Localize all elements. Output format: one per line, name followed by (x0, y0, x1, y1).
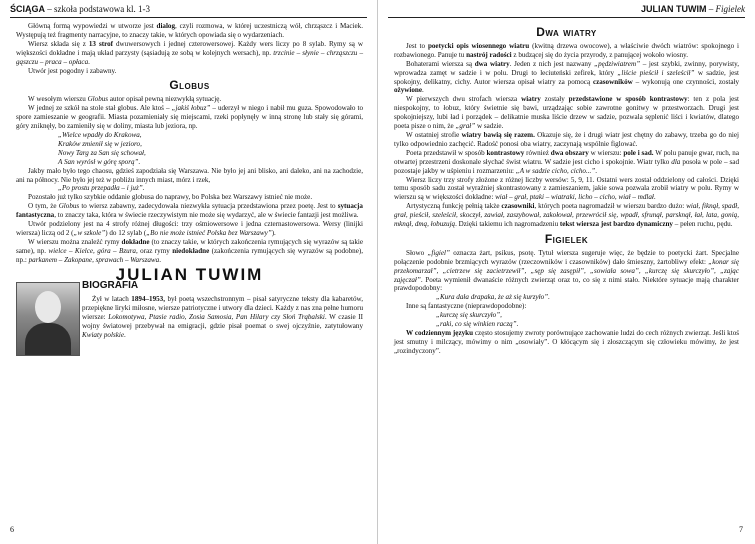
left-header-rule (10, 17, 367, 18)
section-title-globus: Globus (169, 78, 210, 93)
paragraph: Jest to poetycki opis wiosennego wiatru (kwitną drzewa owocowe), a właściwie dwóch wiatrów: spokojnego i rozbawionego. Panuje tu nastrój radości z budzącej się do życia przyrody, z panującej wokoło wiosny. (394, 41, 739, 59)
left-running-header: ŚCIĄGA – szkoła podstawowa kl. 1-3 (10, 4, 150, 14)
paragraph: Utwór jest pogodny i zabawny. (28, 66, 117, 75)
poem-quote: „kurczę się skurczyło”, „raki, co się winkien raczą”. (436, 311, 519, 329)
paragraph: Bohaterami wiersza są dwa wiatry. Jeden z nich jest nazwany „pędziwiatrem” – jest szybki, zwinny, porywisty, wprowadza zamęt w sadzie i w polu. Drugi to leciuteński zefirek, który „liście pieścił i szeleścił” w sadzie, jest spokojny, delikatny, cichy. Autor wiersza opisał wiatry za pomocą czasowników – wykonują one czynności, zostały ożywione. (394, 59, 739, 95)
paragraph: Pozostało już tylko szybkie oddanie globusa do naprawy, bo Polska bez Warszawy istnieć nie może. (28, 193, 313, 202)
biography-title: BIOGRAFIA (82, 280, 139, 292)
biography-text: Żył w latach 1894–1953, był poetą wszechstronnym – pisał satyryczne teksty dla kabaretów, przepiękne liryki miłosne, wiersze patriotyczne i utwory dla dzieci. Każdy z nas zna pełne humoru wiersze: Lokomotywa, Ptasie radio, Zosia Samosia, Pan Hilary czy Słoń Trąbalski. W czasie II wojny światowej przebywał na emigracji, gdzie pisał poemat o swej ojczyźnie, zatytułowany Kwiaty polskie. (82, 295, 363, 340)
paragraph: Słowo „figiel” oznacza żart, psikus, psotę. Tytuł wiersza sugeruje więc, że będzie to poetycki żart. Specjalne połączenie podobnie brzmiących wyrazów (rzeczowników i czasowników) dało śmieszny, żartobliwy efekt: „konar się przekomarzał”, „cietrzew się zacietrzewił”, „sęp się zasępił”, „sowiała sowa”, „kurczę się skurczyło”, „zając zajęczał”. Poeta wymienił dwanaście różnych zwierząt oraz to, co się z nimi stało. Niektóre sytuacje mają charakter prawdopodobny: (394, 248, 740, 293)
paragraph: W wierszu można znaleźć rymy dokładne (to znaczy takie, w których zakończenia rymujących się wyrazów są takie same), np. wielce – Kielce, góra – Bzura, oraz rymy niedokładne (zakończenia rymujących się wyrazów są podobne), np.: parkanem – Zakopane, sprawach – Warszawa. (16, 237, 364, 264)
paragraph: W wesołym wierszu Globus autor opisał pewną niezwykłą sytuację. (28, 95, 222, 104)
paragraph: W jednej ze szkół na stole stał globus. Ale ktoś – „jakiś łobuz” – uderzył w niego i nabił mu guza. Spowodowało to spore zamieszanie w geografii. Miasta pozamieniały się miejscami, rzeki popłynęły w inną stronę lub stały się górami, góry zniknęły, bo zamieniły się w doliny, miasta lub jeziora, np. (16, 104, 363, 131)
right-page (378, 0, 755, 544)
paragraph: W codziennym języku często stosujemy zwroty porównujące zachowanie ludzi do cech różnych zwierząt. Jeśli ktoś jest smutny i milczący, mówimy o nim „osowiały”. O kłócącym się i złoszczącym się człowieku mówimy, że jest „rozindyczony”. (394, 329, 739, 355)
right-running-header: JULIAN TUWIM – Figielek (641, 4, 745, 14)
paragraph: Wiersz liczy trzy strofy złożone z różnej liczby wersów: 5, 9, 11. Ostatni wers został oddzielony od całości. Dzięki temu sposób sadu został wyraźniej skontrastowany z zamieszaniem, jakie sowa pozwala zrobił wiatry w polu. Rymy w wierszu są w większości dokładne: wiał – grał, ptaki – wiatraki, licho – cicho, wiał – mdlał. (394, 175, 739, 202)
right-body (394, 22, 739, 356)
section-title-figielek: Figielek (544, 231, 589, 246)
biography-block (16, 282, 363, 356)
paragraph: Artystyczną funkcję pełnią także czasowniki, których poeta nagromadził w wierszu bardzo dużo: wiał, fiknął, spadł, grał, pieścił, szeleścił, skoczył, zawiał, zaszybował, zakołował, przewrócił się, wpadł, sfrunął, parsknął, łał, lata, gonią, mknął, dmą, łobuzują. Dzięki takiemu ich nagromadzeniu tekst wiersza jest bardzo dynamiczny – pełen ruchu, pędu. (394, 202, 739, 229)
paragraph: Utwór podzielony jest na 4 strofy różnej długości: trzy ośmiowersowe i jedna czternastowersowa. Wersy (linijki wiersza) liczą od 2 („w szkole”) do 12 sylab („Bo nie może istnieć Polska bez Warszawy”). (16, 220, 363, 237)
section-title-dwa-wiatry: Dwa wiatry (536, 25, 597, 39)
paragraph: W pierwszych dwu strofach wiersza wiatry zostały przedstawione w sposób kontrastowy: ten z pola jest niespokojny, to łobuz, który świetnie się bawi, urządzając sobie zawrotne gonitwy w przestworzach. Drugi jest spokojniejszy, lubi ład i porządek – delikatnie muska liście drzew w sadzie, pozwala sęplenić liści i kwiatów, dlatego poeta pisze o nim, że „grał” w sadzie. (394, 95, 739, 131)
right-header-rule (388, 17, 745, 18)
page-number: 6 (10, 525, 14, 534)
author-portrait-photo (16, 282, 80, 356)
left-page (0, 0, 377, 544)
paragraph: Główną formą wypowiedzi w utworze jest dialog, czyli rozmowa, w której uczestniczą wół, chrząszcz i Maciek. Występują też fragmenty narracyjne, to znaczy takie, w których opowiada się o wydarzeniach. (16, 22, 363, 39)
paragraph: Wiersz składa się z 13 strof dwuwersowych i jednej czterowersowej. Każdy wers liczy po 8 sylab. Rymy są w większości dokładne i mają układ parzysty (sąsiadują ze sobą w kolejnych wersach), np. trzcinie – słynie – chrząszczu – gąszczu – praca – opłaca. (16, 39, 363, 66)
poem-quote: „Kura dała drapaka, że aż się kurzyło”. (436, 293, 550, 302)
poem-quote: „Po prostu przepadła – i już”. (58, 184, 145, 193)
author-heading: JULIAN TUWIM (115, 264, 264, 284)
page-number: 7 (739, 525, 743, 534)
poem-quote: „Wielce wpadły do Krakowa, Kraków zmienił się w jezioro, Nowy Targ za San się schował, A San wyrósł w górę sporą”. (58, 130, 146, 166)
paragraph: O tym, że Globus to wiersz zabawny, zadecydowała niezwykła sytuacja przedstawiona przez poetę. Jest to sytuacja fantastyczna, to znaczy taka, która w świecie rzeczywistym nie może się wydarzyć, ale w świecie fantazji jest możliwa. (16, 202, 363, 220)
paragraph: W ostatniej strofie wiatry bawią się razem. Okazuje się, że i drugi wiatr jest chętny do zabawy, trzeba go do niej tylko odpowiednio zachęcić. Radość ponosi oba wiatry, zaczynają wspólnie figlować. (394, 130, 739, 148)
paragraph: Poeta przedstawił w sposób kontrastowy również dwa obszary w wierszu: pole i sad. W polu panuje gwar, ruch, na otwartej przestrzeni doskonale słychać świst wiatru. W sadzie jest cicho i spokojnie. Wiatr tylko dla posoła w pole – sad pozostaje jakby w uśpieniu i rozmarzeniu: „A w sadzie cicho, cicho...”. (394, 148, 739, 175)
paragraph: Inne są fantastyczne (nieprawdopodobne): (406, 302, 527, 311)
paragraph: Jakby mało było tego chaosu, gdzieś zapodziała się Warszawa. Nie było jej ani blisko, ani daleko, ani na zachodzie, ani na północy. Nie było jej też w pobliżu innych miast, mórz i rzek, (16, 166, 363, 184)
left-body (16, 22, 363, 356)
